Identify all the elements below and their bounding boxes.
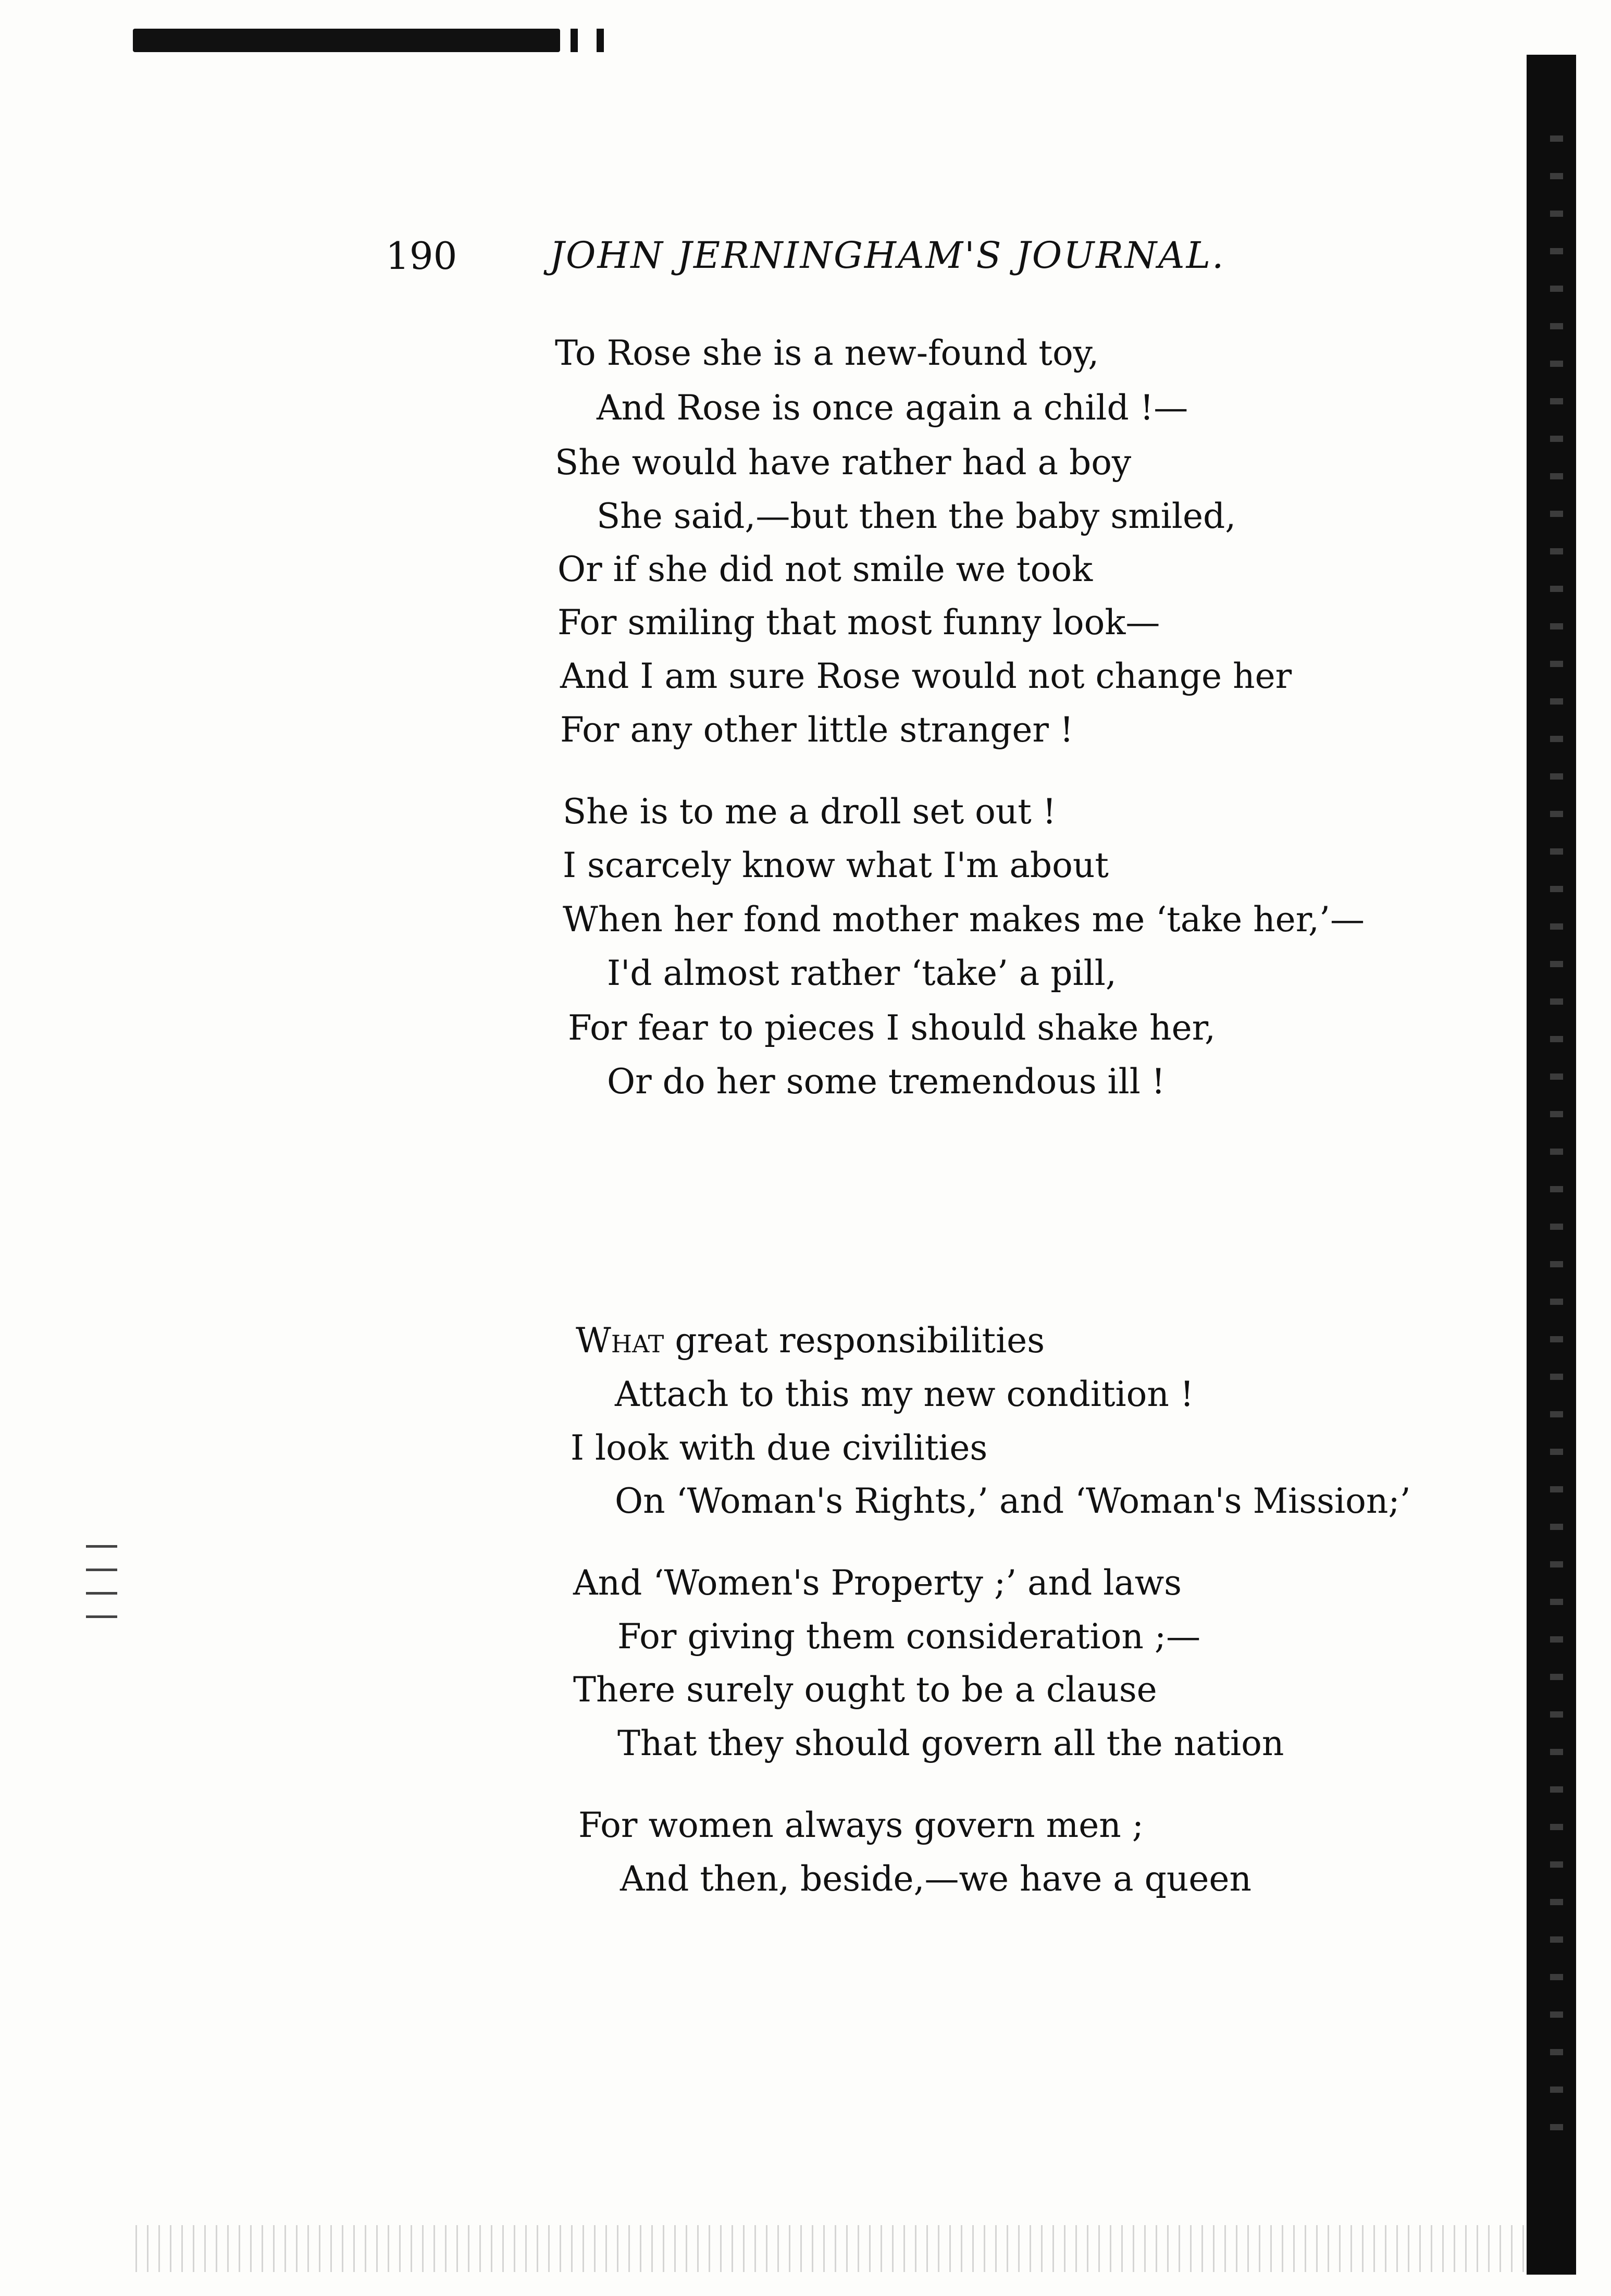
scan-mark bbox=[571, 29, 578, 52]
verse-line: For giving them consideration ;— bbox=[617, 1616, 1201, 1657]
verse-line: For smiling that most funny look— bbox=[557, 602, 1160, 643]
scan-edge-top bbox=[133, 29, 560, 52]
verse-line: For any other little stranger ! bbox=[560, 710, 1074, 750]
running-title: JOHN JERNINGHAM'S JOURNAL. bbox=[550, 234, 1225, 277]
page-number: 190 bbox=[386, 234, 457, 278]
margin-marks bbox=[86, 1545, 117, 1628]
verse-line: She would have rather had a boy bbox=[555, 442, 1132, 483]
verse-line: I scarcely know what I'm about bbox=[563, 845, 1109, 885]
verse-line: She said,—but then the baby smiled, bbox=[597, 496, 1236, 536]
verse-line: And Rose is once again a child !— bbox=[597, 388, 1188, 428]
verse-line: And I am sure Rose would not change her bbox=[560, 656, 1292, 696]
verse-line: Attach to this my new condition ! bbox=[615, 1374, 1194, 1414]
verse-line: And then, beside,—we have a queen bbox=[620, 1859, 1251, 1899]
drop-word: What bbox=[576, 1320, 664, 1361]
verse-line: To Rose she is a new-found toy, bbox=[555, 333, 1099, 373]
scan-mark bbox=[597, 29, 604, 52]
verse-line: When her fond mother makes me ‘take her,’— bbox=[563, 899, 1365, 940]
verse-line-rest: great responsibilities bbox=[664, 1320, 1045, 1361]
verse-line: I'd almost rather ‘take’ a pill, bbox=[607, 953, 1117, 993]
verse-line: Or do her some tremendous ill ! bbox=[607, 1061, 1166, 1102]
verse-line: And ‘Women's Property ;’ and laws bbox=[573, 1563, 1182, 1603]
verse-line: On ‘Woman's Rights,’ and ‘Woman's Mission;’ bbox=[615, 1481, 1411, 1521]
verse-line: For fear to pieces I should shake her, bbox=[568, 1008, 1216, 1048]
verse-line: There surely ought to be a clause bbox=[573, 1670, 1157, 1710]
verse-line: That they should govern all the nation bbox=[617, 1723, 1284, 1763]
verse-line: I look with due civilities bbox=[571, 1428, 988, 1468]
scan-edge-bottom bbox=[135, 2225, 1532, 2272]
verse-line: For women always govern men ; bbox=[578, 1805, 1144, 1845]
verse-line: She is to me a droll set out ! bbox=[563, 792, 1057, 832]
verse-line bbox=[576, 1320, 1045, 1361]
verse-line: Or if she did not smile we took bbox=[557, 549, 1093, 589]
scan-edge-texture bbox=[1550, 104, 1563, 2137]
